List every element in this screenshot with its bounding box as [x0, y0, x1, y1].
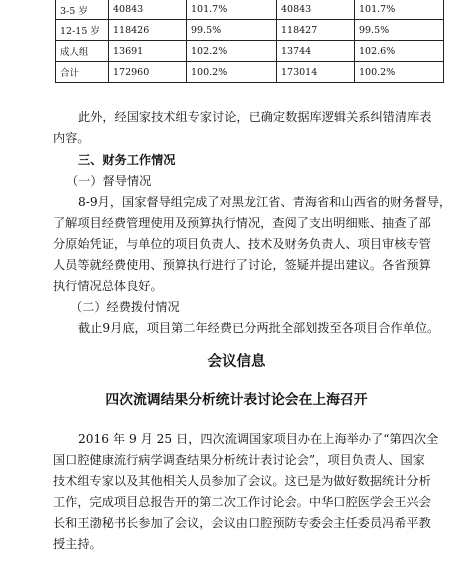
table-cell: 40843: [109, 0, 187, 20]
paragraph-line: 技术组专家以及其他相关人员参加了会议。这已是为做好数据统计分析: [53, 474, 431, 488]
paragraph-line: 长和王渤秘书长参加了会议，会议由口腔预防专委会主任委员冯希平教: [53, 516, 431, 530]
table-cell: 3-5 岁: [56, 0, 109, 20]
table-row: [56, 20, 444, 41]
table-cell: 成人组: [56, 41, 109, 62]
table-cell: 99.5%: [187, 20, 277, 41]
paragraph-line: 执行情况总体良好。: [53, 279, 163, 293]
table-cell: 合计: [56, 62, 109, 83]
paragraph-line: 授主持。: [53, 537, 102, 551]
subsection-heading: （二）经费拨付情况: [70, 300, 180, 314]
table-cell: 118426: [109, 20, 187, 41]
statistics-table: [55, 0, 444, 83]
table-cell: 172960: [109, 62, 187, 83]
table-cell: 13691: [109, 41, 187, 62]
table-cell: 102.2%: [187, 41, 277, 62]
table-cell: 40843: [277, 0, 355, 20]
paragraph-line: 分原始凭证，与单位的项目负责人、技术及财务负责人、项目审核专管: [53, 237, 431, 251]
subsection-heading: （一）督导情况: [66, 174, 152, 188]
table-row: [56, 0, 444, 20]
table-cell: 102.6%: [355, 41, 444, 62]
table-cell: 100.2%: [187, 62, 277, 83]
paragraph-line: 国口腔健康流行病学调查结果分析统计表讨论会”，项目负责人、国家: [53, 453, 425, 467]
table-cell: 99.5%: [355, 20, 444, 41]
table-row: [56, 41, 444, 62]
table-cell: 101.7%: [187, 0, 277, 20]
section-heading: 三、财务工作情况: [78, 153, 176, 167]
table-cell: 100.2%: [355, 62, 444, 83]
table-row: [56, 62, 444, 83]
table-cell: 118427: [277, 20, 355, 41]
paragraph-line: 8-9月，国家督导组完成了对黑龙江省、青海省和山西省的财务督导，: [78, 195, 452, 209]
paragraph-line: 了解项目经费管理使用及预算执行情况，查阅了支出明细账、抽查了部: [53, 216, 431, 230]
table-cell: 12-15 岁: [56, 20, 109, 41]
article-title: 四次流调结果分析统计表讨论会在上海召开: [105, 392, 368, 408]
table-cell: 101.7%: [355, 0, 444, 20]
paragraph-line: 此外，经国家技术组专家讨论，已确定数据库逻辑关系纠错清库表: [78, 110, 432, 124]
section-title: 会议信息: [207, 353, 266, 370]
table-cell: 13744: [277, 41, 355, 62]
paragraph-line: 人员等就经费使用、预算执行进行了讨论，签疑并提出建议。各省预算: [53, 258, 431, 272]
table-cell: 173014: [277, 62, 355, 83]
paragraph-line: 2016 年 9 月 25 日，四次流调国家项目办在上海举办了“第四次全: [78, 432, 439, 446]
paragraph-line: 内容。: [53, 131, 90, 145]
paragraph-line: 截止9月底，项目第二年经费已分两批全部划拨至各项目合作单位。: [78, 321, 440, 335]
paragraph-line: 工作，完成项目总报告开的第二次工作讨论会。中华口腔医学会王兴会: [53, 495, 431, 509]
